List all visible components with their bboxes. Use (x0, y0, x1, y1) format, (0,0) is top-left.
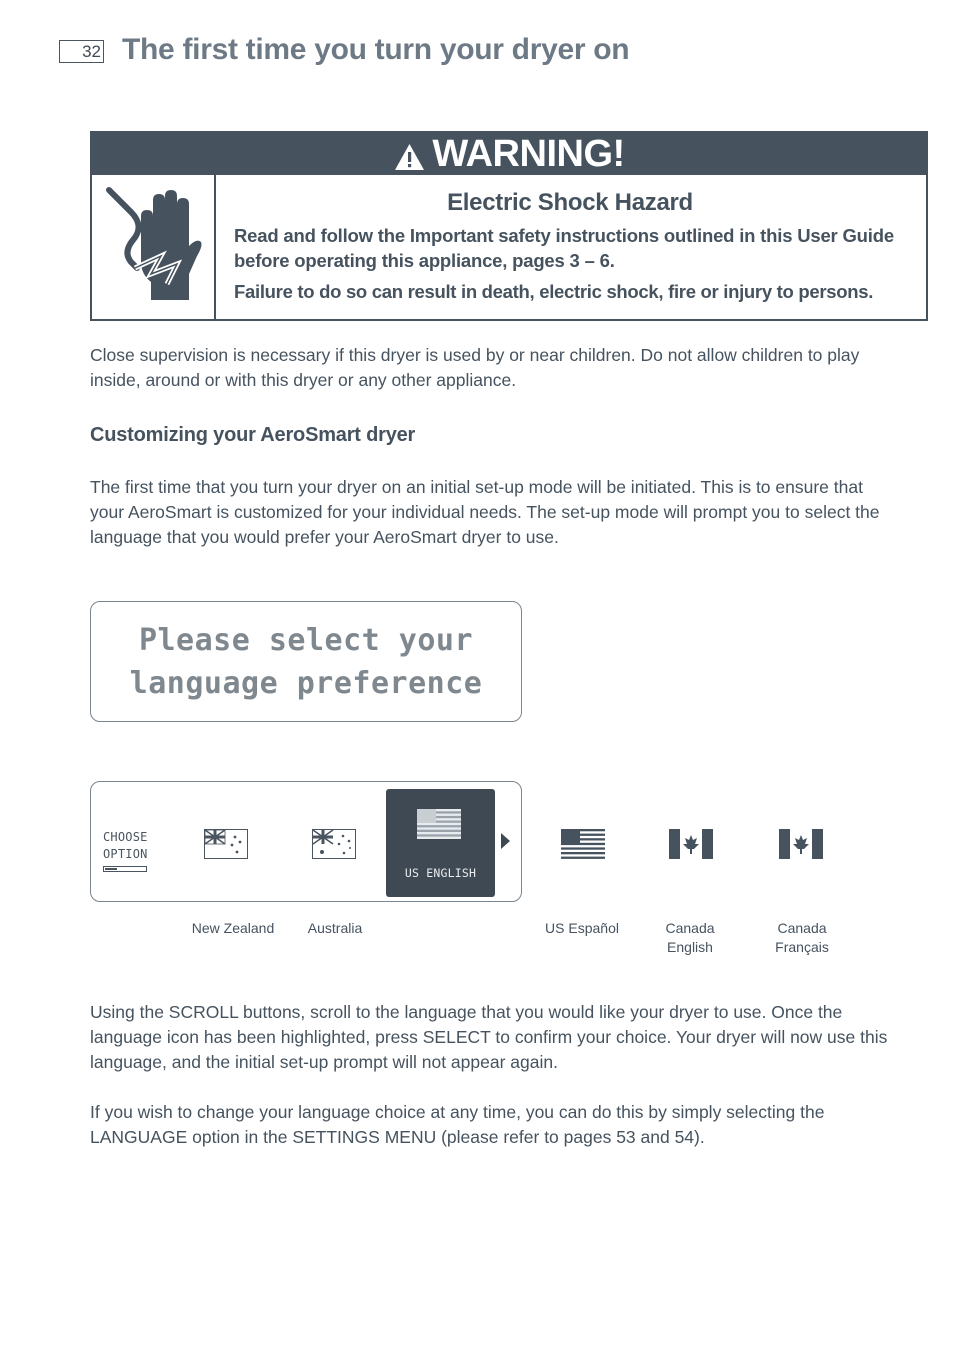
australia-flag-icon (312, 829, 356, 859)
hand-cell (92, 175, 216, 319)
lcd-prompt-text: Please select your language preference (129, 622, 483, 701)
warning-box (90, 131, 928, 321)
caption-us-espanol: US Español (545, 920, 619, 936)
warning-subtitle: Electric Shock Hazard (447, 189, 693, 216)
section-heading: Customizing your AeroSmart dryer (90, 424, 416, 446)
section-paragraph: The first time that you turn your dryer on an initial set-up mode will be initiated. This is to ensure that your AeroSmart is customized for your individual needs. The set-up mode will prompt you to select the language that you would prefer your AeroSmart dryer to use. (90, 477, 880, 547)
choose-option-progress (103, 866, 147, 872)
language-options-display (90, 781, 522, 902)
caption-canada-english: Canada English (665, 920, 715, 955)
scroll-right-arrow-icon (501, 833, 510, 849)
selected-option-label: US ENGLISH (404, 866, 477, 880)
canada-francais-flag-icon (779, 829, 823, 859)
caption-canada-francais: Canada Français (775, 920, 829, 955)
instructions-paragraph-1: Using the SCROLL buttons, scroll to the language that you would like your dryer to use. Once the language icon has been highlighted, press SELECT to confirm your choice. Your dryer will now use this language, and the initial set-up prompt will not appear again. (90, 1002, 888, 1072)
canada-english-flag-icon (669, 829, 713, 859)
warning-paragraph-2: Failure to do so can result in death, electric shock, fire or injury to persons. (234, 281, 874, 302)
warning-title: WARNING! (432, 133, 625, 175)
page-title: The first time you turn your dryer on (122, 33, 630, 66)
selected-option-us-english[interactable] (386, 789, 495, 897)
new-zealand-flag-icon (204, 829, 248, 859)
page-number: 32 (59, 40, 104, 63)
caption-new-zealand: New Zealand (191, 920, 275, 936)
instructions-paragraph-2: If you wish to change your language choice at any time, you can do this by simply selecting the LANGUAGE option in the SETTINGS MENU (please refer to pages 53 and 54). (90, 1102, 825, 1147)
us-flag-icon (417, 809, 461, 839)
electric-shock-hand-icon (101, 182, 205, 312)
choose-option-label: CHOOSE OPTION (103, 830, 148, 861)
lcd-prompt-display (90, 601, 522, 722)
caption-australia: Australia (307, 920, 363, 936)
warning-content (234, 175, 906, 304)
intro-paragraph: Close supervision is necessary if this dryer is used by or near children. Do not allow children to play inside, around or with this dryer or any other appliance. (90, 345, 860, 390)
warning-paragraph-1: Read and follow the Important safety instructions outlined in this User Guide before operating this appliance, pages 3 – 6. (234, 225, 894, 271)
warning-header (92, 133, 926, 175)
warning-triangle-icon (393, 142, 426, 172)
us-espanol-flag-icon (561, 829, 605, 859)
